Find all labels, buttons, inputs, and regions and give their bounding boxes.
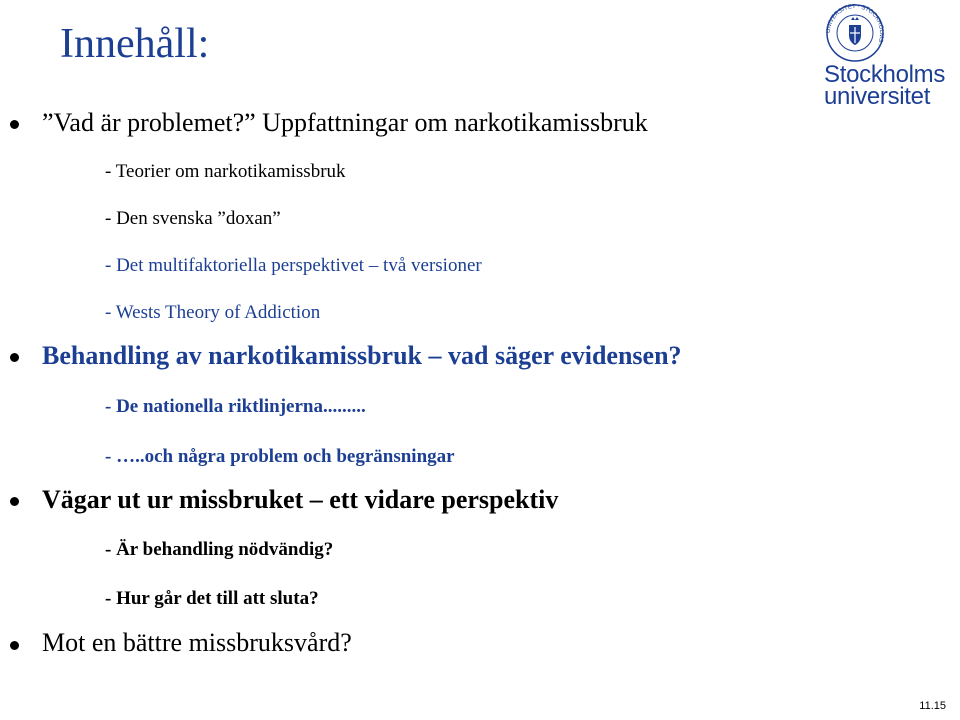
slide-number: 11.15	[919, 700, 946, 712]
slide-title: Innehåll:	[60, 21, 210, 67]
bullet-4: Mot en bättre missbruksvård?	[42, 628, 352, 657]
bullet-2-sub-1: - De nationella riktlinjerna.........	[105, 396, 366, 417]
university-logo	[820, 2, 958, 114]
bullet-dot	[10, 497, 19, 506]
bullet-3-sub-1: - Är behandling nödvändig?	[105, 539, 334, 560]
bullet-3: Vägar ut ur missbruket – ett vidare perspektiv	[42, 485, 559, 514]
logo-line-2: universitet	[824, 83, 931, 110]
bullet-1-sub-1: - Teorier om narkotikamissbruk	[105, 161, 346, 182]
bullet-3-sub-2: - Hur går det till att sluta?	[105, 588, 319, 609]
bullet-1: ”Vad är problemet?” Uppfattningar om narkotikamissbruk	[42, 108, 648, 137]
bullet-1-sub-4: - Wests Theory of Addiction	[105, 302, 321, 323]
bullet-dot	[10, 641, 19, 650]
bullet-1-sub-2: - Den svenska ”doxan”	[105, 208, 281, 229]
bullet-2: Behandling av narkotikamissbruk – vad säger evidensen?	[42, 341, 682, 370]
bullet-dot	[10, 353, 19, 362]
bullet-1-sub-3: - Det multifaktoriella perspektivet – två versioner	[105, 255, 482, 276]
university-seal-icon	[820, 2, 890, 64]
bullet-dot	[10, 120, 19, 129]
bullet-2-sub-2: - …..och några problem och begränsningar	[105, 446, 455, 467]
logo-line-1: Stockholms	[824, 61, 946, 88]
seal-text: UNIVERSITET · STOCKHOLMS ·	[825, 3, 885, 47]
